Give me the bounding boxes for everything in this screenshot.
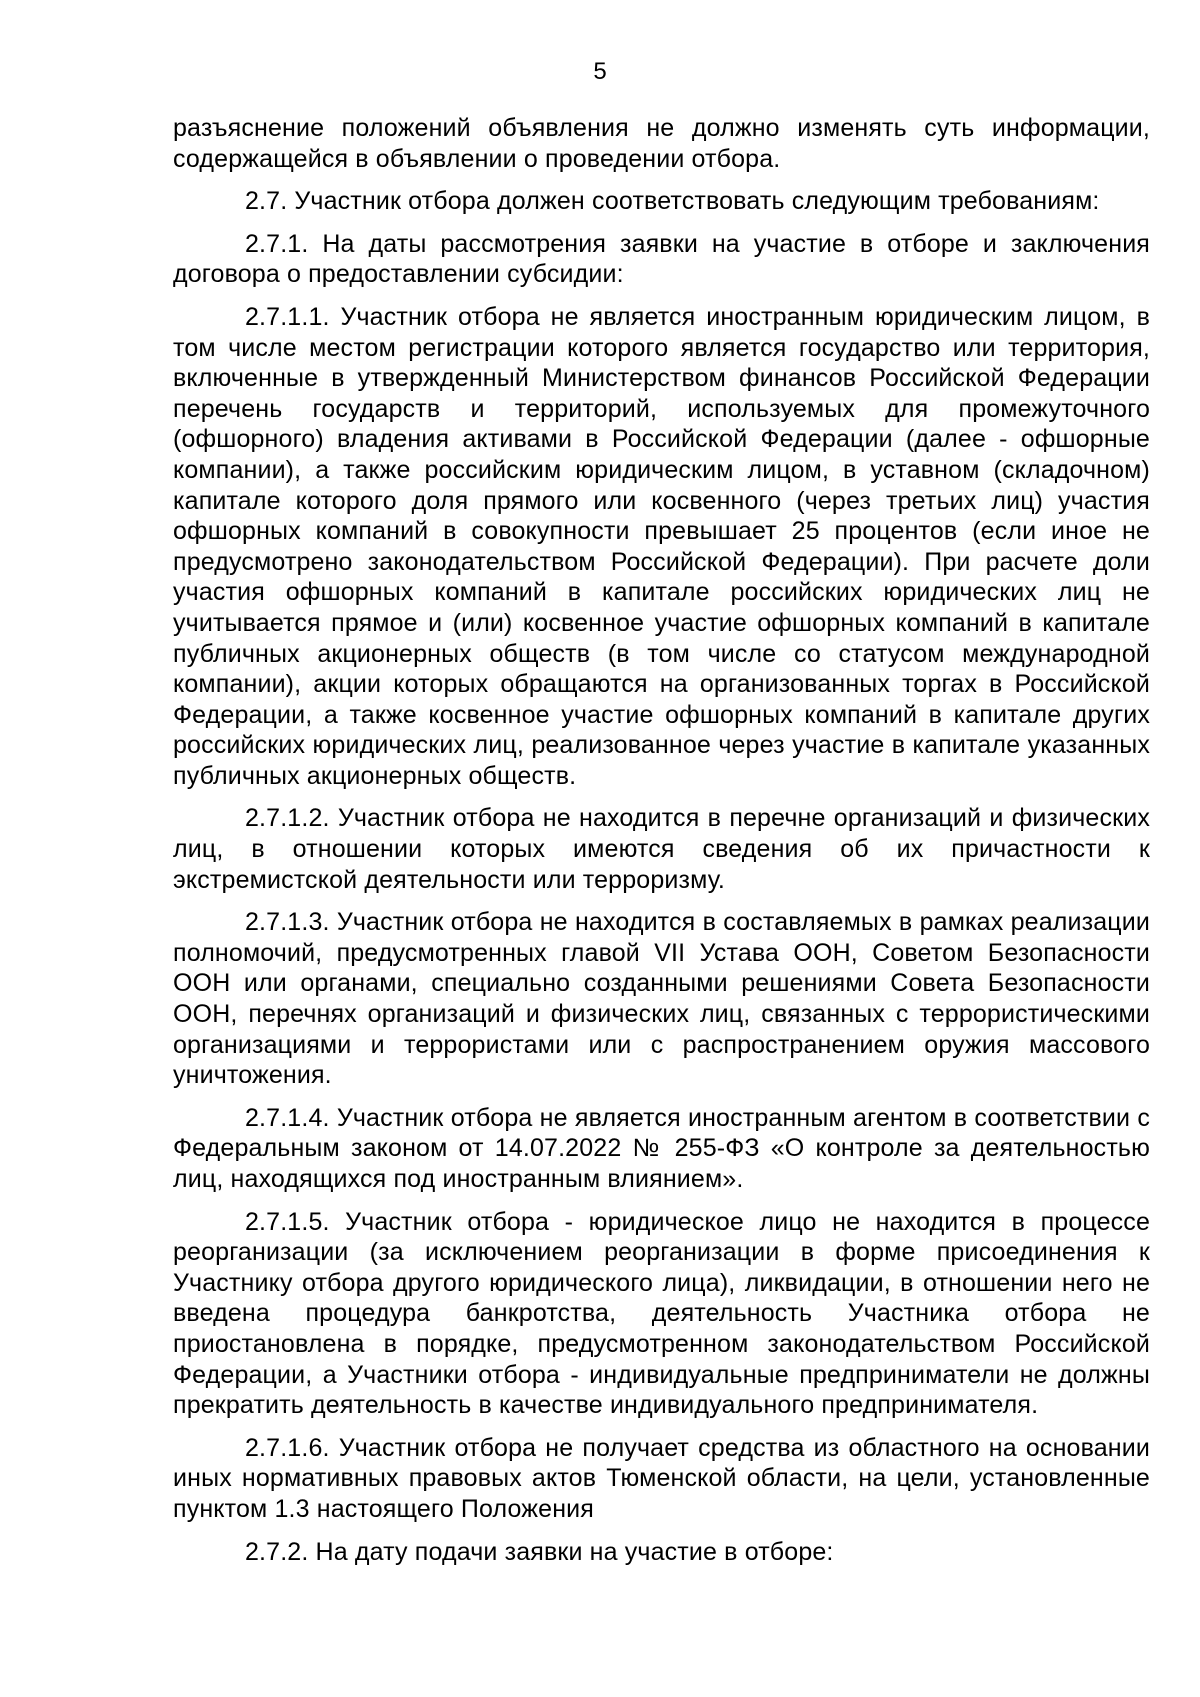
paragraph-2-7-1-2: 2.7.1.2. Участник отбора не находится в перечне организаций и физических лиц, в отношении которых имеются сведения об их причастности к экстремистской деятельности или терроризму. (173, 804, 1150, 894)
paragraph-2-7-1-1: 2.7.1.1. Участник отбора не является иностранным юридическим лицом, в том числе местом регистрации которого является государство или территория, включенные в утвержденный Министерством финансов Российской Федерации перечень государств и территорий, используемых для промежуточного (офшорного) владения активами в Российской Федерации (далее - офшорные компании), а также российским юридическим лицом, в уставном (складочном) капитале которого доля прямого или косвенного (через третьих лиц) участия офшорных компаний в совокупности превышает 25 процентов (если иное не предусмотрено законодательством Российской Федерации). При расчете доли участия офшорных компаний в капитале российских юридических лиц не учитывается прямое и (или) косвенное участие офшорных компаний в капитале публичных акционерных обществ (в том числе со статусом международной компании), акции которых обращаются на организованных торгах в Российской Федерации, а также косвенное участие офшорных компаний в капитале других российских юридических лиц, реализованное через участие в капитале указанных публичных акционерных обществ. (173, 302, 1150, 790)
document-body (173, 113, 1150, 1579)
paragraph-2-7: 2.7. Участник отбора должен соответствовать следующим требованиям: (245, 187, 1100, 216)
paragraph-2-7-2: 2.7.2. На дату подачи заявки на участие в отборе: (245, 1537, 834, 1566)
paragraph-2-7-1: 2.7.1. На даты рассмотрения заявки на участие в отборе и заключения договора о предоставлении субсидии: (173, 229, 1150, 289)
paragraph-2-7-1-4: 2.7.1.4. Участник отбора не является иностранным агентом в соответствии с Федеральным законом от 14.07.2022 № 255-ФЗ «О контроле за деятельностью лиц, находящихся под иностранным влиянием». (173, 1103, 1150, 1193)
paragraph-2-7-1-3: 2.7.1.3. Участник отбора не находится в составляемых в рамках реализации полномочий, предусмотренных главой VII Устава ООН, Советом Безопасности ООН или органами, специально созданными решениями Совета Безопасности ООН, перечнях организаций и физических лиц, связанных с террористическими организациями и террористами или с распространением оружия массового уничтожения. (173, 908, 1150, 1090)
paragraph-2-7-1-6: 2.7.1.6. Участник отбора не получает средства из областного на основании иных нормативных правовых актов Тюменской области, на цели, установленные пунктом 1.3 настоящего Положения (173, 1433, 1150, 1523)
paragraph-continuation: разъяснение положений объявления не должно изменять суть информации, содержащейся в объявлении о проведении отбора. (173, 114, 1150, 173)
paragraph-2-7-1-5: 2.7.1.5. Участник отбора - юридическое лицо не находится в процессе реорганизации (за исключением реорганизации в форме присоединения к Участнику отбора другого юридического лица), ликвидации, в отношении него не введена процедура банкротства, деятельность Участника отбора не приостановлена в порядке, предусмотренном законодательством Российской Федерации, а Участники отбора - индивидуальные предприниматели не должны прекратить деятельность в качестве индивидуального предпринимателя. (173, 1207, 1150, 1420)
page-number: 5 (593, 58, 607, 85)
